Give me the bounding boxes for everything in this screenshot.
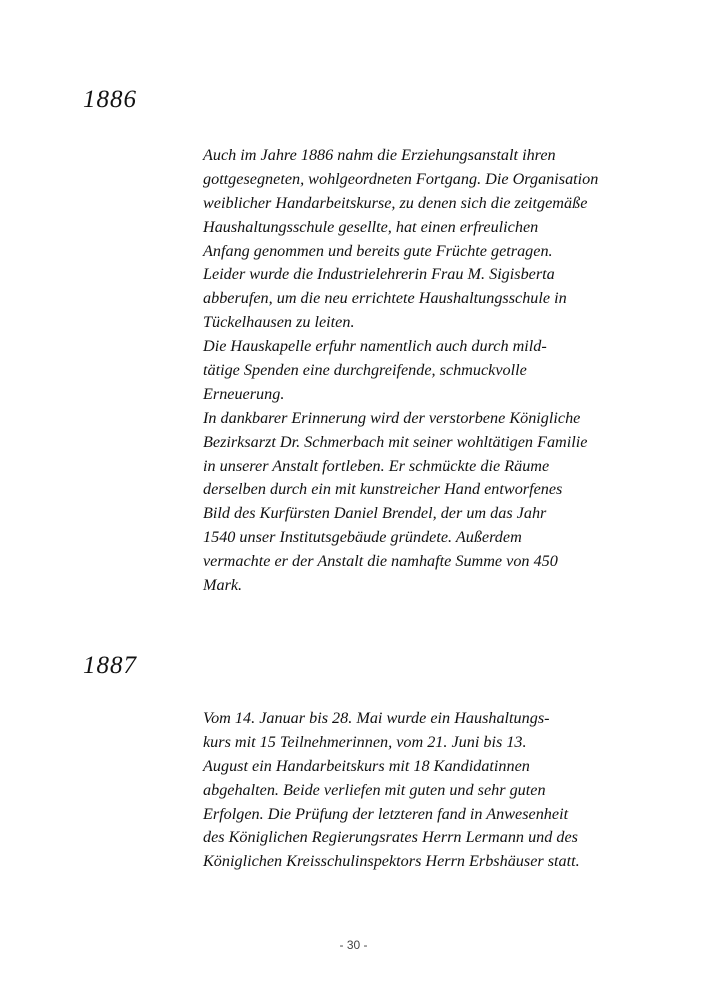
text-line: Vom 14. Januar bis 28. Mai wurde ein Haushaltungs- <box>203 709 550 727</box>
text-line: abgehalten. Beide verliefen mit guten und sehr guten <box>203 780 546 799</box>
section-year-1887: 1887 <box>83 652 137 679</box>
text-line: gottgesegneten, wohlgeordneten Fortgang. Die Organisation <box>203 169 599 188</box>
text-line: Haushaltungsschule gesellte, hat einen erfreulichen <box>203 217 539 236</box>
text-line: Bezirksarzt Dr. Schmerbach mit seiner wohltätigen Familie <box>203 432 588 451</box>
text-line: Leider wurde die Industrielehrerin Frau M. Sigisberta <box>203 265 555 284</box>
text-line: Tückelhausen zu leiten. <box>203 313 355 332</box>
text-line: weiblicher Handarbeitskurse, zu denen sich die zeitgemäße <box>203 193 588 212</box>
text-line: Mark. <box>203 576 243 595</box>
section-text-1887 <box>203 707 643 874</box>
text-line: abberufen, um die neu errichtete Haushaltungsschule in <box>203 289 567 308</box>
text-line: in unserer Anstalt fortleben. Er schmückte die Räume <box>203 456 550 475</box>
text-line: Anfang genommen und bereits gute Früchte getragen. <box>203 241 553 260</box>
text-line: Erfolgen. Die Prüfung der letzteren fand in Anwesenheit <box>203 804 569 823</box>
text-line: Königlichen Kreisschulinspektors Herrn Erbshäuser statt. <box>203 852 580 871</box>
text-line: In dankbarer Erinnerung wird der verstorbene Königliche <box>203 408 581 427</box>
section-year-1886: 1886 <box>83 86 137 113</box>
text-line: kurs mit 15 Teilnehmerinnen, vom 21. Juni bis 13. <box>203 732 527 751</box>
text-line: Bild des Kurfürsten Daniel Brendel, der um das Jahr <box>203 504 547 523</box>
text-line: Die Hauskapelle erfuhr namentlich auch durch mild- <box>203 337 547 356</box>
text-line: derselben durch ein mit kunstreicher Hand entworfenes <box>203 480 563 499</box>
text-line: Erneuerung. <box>203 384 285 403</box>
text-line: Auch im Jahre 1886 nahm die Erziehungsanstalt ihren <box>203 146 556 164</box>
section-text-1886 <box>203 144 643 598</box>
page-number: - 30 - <box>339 938 368 952</box>
text-line: August ein Handarbeitskurs mit 18 Kandidatinnen <box>203 756 530 775</box>
text-line: vermachte er der Anstalt die namhafte Summe von 450 <box>203 552 558 571</box>
text-line: 1540 unser Institutsgebäude gründete. Außerdem <box>203 528 522 547</box>
text-line: tätige Spenden eine durchgreifende, schmuckvolle <box>203 361 527 380</box>
text-line: des Königlichen Regierungsrates Herrn Lermann und des <box>203 828 578 847</box>
